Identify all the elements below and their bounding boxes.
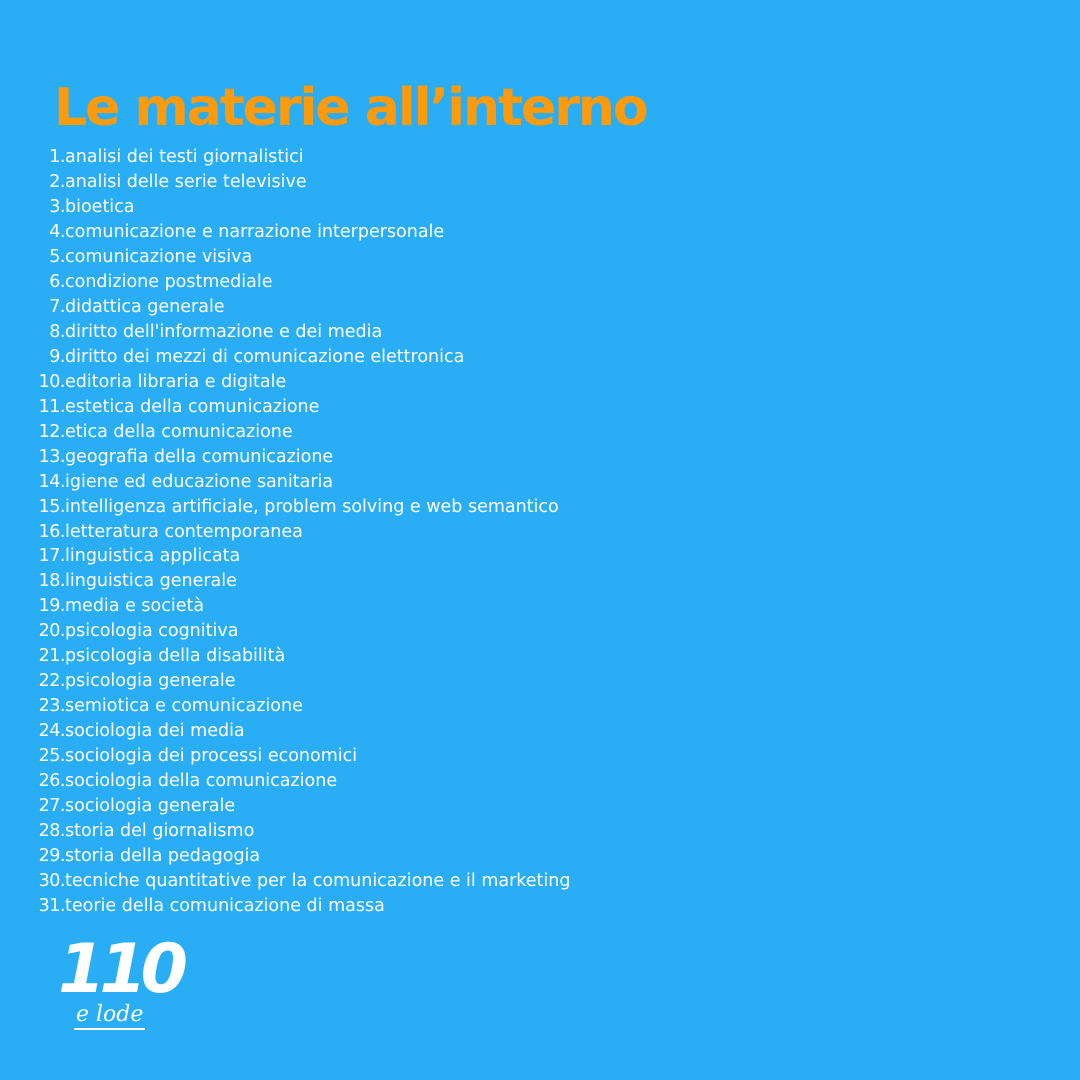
item-label: semiotica e comunicazione (65, 696, 303, 717)
subject-list (0, 145, 570, 918)
list-item (0, 619, 570, 644)
item-number: 3. (49, 197, 65, 218)
item-label: comunicazione visiva (65, 247, 253, 268)
list-item (0, 270, 570, 295)
list-item (0, 519, 570, 544)
item-label: sociologia generale (65, 795, 236, 816)
item-number: 2. (49, 172, 65, 193)
list-item (0, 768, 570, 793)
item-label: psicologia della disabilità (65, 646, 286, 667)
item-number: 29. (38, 845, 65, 866)
list-item (0, 744, 570, 769)
item-label: sociologia della comunicazione (65, 770, 338, 791)
item-label: sociologia dei processi economici (65, 745, 358, 766)
list-item (0, 594, 570, 619)
list-item (0, 245, 570, 270)
item-number: 4. (49, 222, 65, 243)
item-label: estetica della comunicazione (65, 396, 320, 417)
item-number: 31. (38, 895, 65, 916)
list-item (0, 444, 570, 469)
list-item (0, 644, 570, 669)
list-item (0, 569, 570, 594)
list-item (0, 494, 570, 519)
item-label: psicologia cognitiva (65, 621, 239, 642)
list-item (0, 369, 570, 394)
logo-number: 110 (58, 930, 182, 1009)
list-item (0, 719, 570, 744)
item-number: 8. (49, 322, 65, 343)
item-number: 1. (49, 147, 65, 168)
list-item (0, 295, 570, 320)
item-number: 19. (38, 596, 65, 617)
item-label: linguistica applicata (65, 546, 241, 567)
item-number: 18. (38, 571, 65, 592)
item-number: 20. (38, 621, 65, 642)
list-item (0, 345, 570, 370)
item-number: 11. (38, 396, 65, 417)
list-item (0, 419, 570, 444)
list-item (0, 544, 570, 569)
item-number: 26. (38, 770, 65, 791)
item-label: condizione postmediale (65, 272, 273, 293)
item-number: 6. (49, 272, 65, 293)
item-label: editoria libraria e digitale (65, 371, 287, 392)
item-number: 12. (38, 421, 65, 442)
list-item (0, 145, 570, 170)
item-number: 25. (38, 745, 65, 766)
item-label: media e società (65, 596, 205, 617)
item-label: psicologia generale (65, 671, 236, 692)
item-label: diritto dell'informazione e dei media (65, 322, 383, 343)
item-label: geografia della comunicazione (65, 446, 334, 467)
item-label: bioetica (65, 197, 135, 218)
item-number: 9. (49, 346, 65, 367)
item-number: 13. (38, 446, 65, 467)
item-number: 5. (49, 247, 65, 268)
list-item (0, 893, 570, 918)
list-item (0, 694, 570, 719)
item-label: diritto dei mezzi di comunicazione elettronica (65, 346, 465, 367)
page-title: Le materie all’interno (54, 78, 647, 138)
item-label: letteratura contemporanea (65, 521, 303, 542)
item-label: analisi delle serie televisive (65, 172, 307, 193)
item-label: teorie della comunicazione di massa (65, 895, 385, 916)
list-item (0, 868, 570, 893)
item-number: 28. (38, 820, 65, 841)
list-item (0, 220, 570, 245)
item-number: 22. (38, 671, 65, 692)
item-label: storia della pedagogia (65, 845, 261, 866)
item-label: linguistica generale (65, 571, 237, 592)
item-number: 14. (38, 471, 65, 492)
item-number: 15. (38, 496, 65, 517)
item-label: storia del giornalismo (65, 820, 255, 841)
item-number: 16. (38, 521, 65, 542)
item-number: 7. (49, 297, 65, 318)
item-label: analisi dei testi giornalistici (65, 147, 304, 168)
logo-subtitle: e lode (74, 1002, 145, 1030)
brand-logo (58, 930, 182, 1040)
item-label: intelligenza artificiale, problem solving e web semantico (65, 496, 559, 517)
list-item (0, 195, 570, 220)
list-item (0, 320, 570, 345)
list-item (0, 170, 570, 195)
item-number: 17. (38, 546, 65, 567)
list-item (0, 469, 570, 494)
item-number: 23. (38, 696, 65, 717)
list-item (0, 793, 570, 818)
item-number: 21. (38, 646, 65, 667)
list-item (0, 818, 570, 843)
item-label: igiene ed educazione sanitaria (65, 471, 334, 492)
item-label: tecniche quantitative per la comunicazione e il marketing (65, 870, 571, 891)
item-number: 24. (38, 721, 65, 742)
item-number: 30. (38, 870, 65, 891)
list-item (0, 394, 570, 419)
list-item (0, 843, 570, 868)
item-number: 10. (38, 371, 65, 392)
item-label: comunicazione e narrazione interpersonale (65, 222, 445, 243)
list-item (0, 669, 570, 694)
item-label: sociologia dei media (65, 721, 245, 742)
item-number: 27. (38, 795, 65, 816)
item-label: etica della comunicazione (65, 421, 293, 442)
item-label: didattica generale (65, 297, 225, 318)
